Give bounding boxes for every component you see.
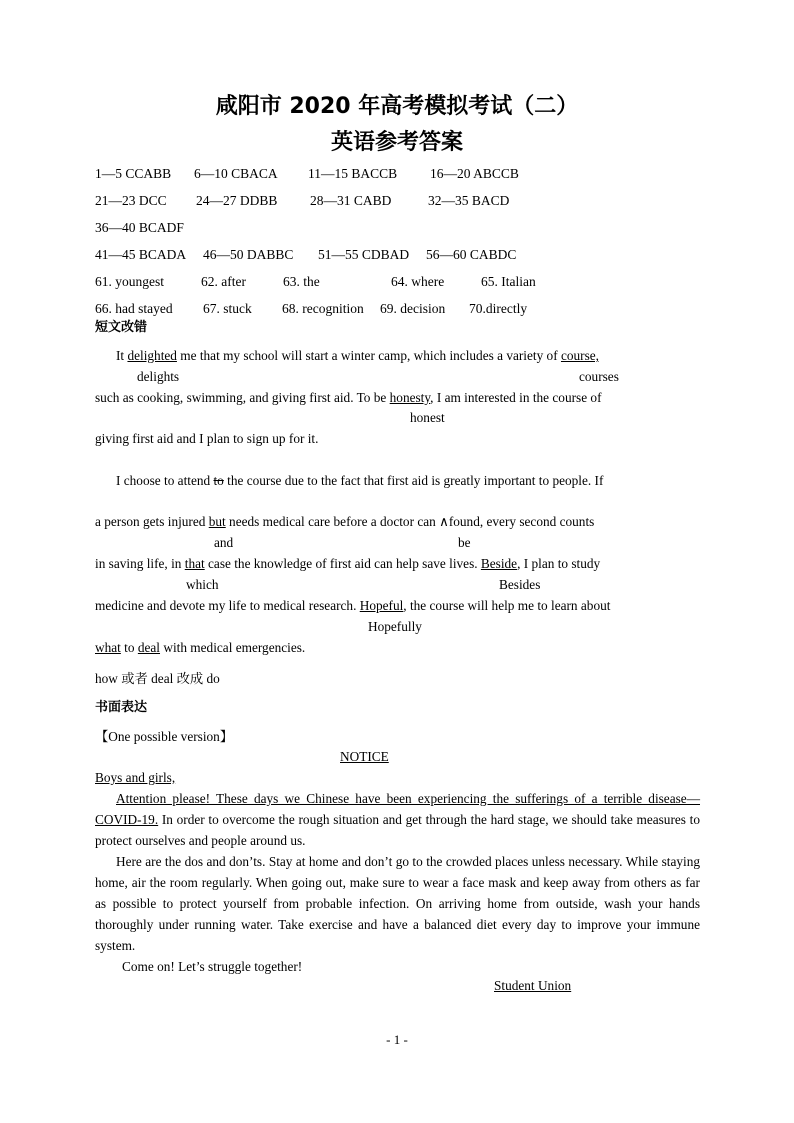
- page-number: - 1 -: [386, 1032, 408, 1047]
- answer-group: 28—31 CABD: [310, 193, 392, 208]
- answer-group: 69. decision: [380, 301, 446, 316]
- page-title: 咸阳市 2020 年高考模拟考试（二）: [215, 94, 579, 119]
- passage-line: medicine and devote my life to medical research. Hopeful, the course will help me to learn about: [95, 598, 611, 613]
- error-word: deal: [137, 640, 161, 655]
- error-word: Hopeful: [359, 598, 404, 613]
- answer-group: 64. where: [391, 274, 445, 289]
- passage-line: in saving life, in that case the knowledge of first aid can help save lives. Beside, I plan to study: [95, 556, 601, 571]
- notice-body: [95, 788, 700, 977]
- answer-group: 66. had stayed: [95, 301, 173, 316]
- deleted-word: to: [213, 473, 224, 488]
- notice-paragraph: Attention please! These days we Chinese have been experiencing the sufferings of a terrible disease—COVID-19. In order to overcome the rough situation and get through the hard stage, we should take measures to protect ourselves and people around us.: [95, 791, 700, 848]
- section-heading-writing: 书面表达: [95, 700, 148, 715]
- correction-word: Besides: [499, 577, 541, 592]
- passage-line: a person gets injured but needs medical care before a doctor can ∧found, every second counts: [95, 514, 595, 529]
- correction-note: how 或者 deal 改成 do: [95, 671, 220, 686]
- passage-line: giving first aid and I plan to sign up for it.: [95, 431, 319, 446]
- notice-paragraph: Here are the dos and don’ts. Stay at home and don’t go to the crowded places unless necessary. While staying home, air the room regularly. When going out, make sure to wear a face mask and keep away from others as far as possible to protect yourself from probable infection. On arriving home from outside, wash your hands thoroughly under running water. Take exercise and have a balanced diet every day to improve your immune system.: [95, 854, 700, 953]
- error-word: honesty: [389, 390, 431, 405]
- answer-group: 51—55 CDBAD: [318, 247, 410, 262]
- error-word: delighted: [127, 348, 177, 363]
- answer-group: 41—45 BCADA: [95, 247, 187, 262]
- notice-paragraph: Come on! Let’s struggle together!: [122, 959, 303, 974]
- answer-group: 32—35 BACD: [428, 193, 510, 208]
- answer-group: 67. stuck: [203, 301, 252, 316]
- error-word: but: [208, 514, 226, 529]
- version-label: 【One possible version】: [95, 729, 234, 744]
- answer-group: 70.directly: [469, 301, 528, 316]
- answer-group: 36—40 BCADF: [95, 220, 184, 235]
- correction-word: which: [186, 577, 219, 592]
- notice-greeting: Boys and girls,: [95, 770, 176, 785]
- error-word: Beside: [480, 556, 518, 571]
- correction-word: be: [458, 535, 471, 550]
- section-heading-error-correction: 短文改错: [95, 320, 148, 335]
- error-word: what: [95, 640, 121, 655]
- passage-line: such as cooking, swimming, and giving first aid. To be honesty, I am interested in the course of: [95, 390, 602, 405]
- passage-line: what to deal with medical emergencies.: [95, 640, 306, 655]
- correction-word: honest: [410, 410, 445, 425]
- page-subtitle: 英语参考答案: [330, 130, 463, 155]
- correction-word: and: [214, 535, 234, 550]
- answer-group: 63. the: [283, 274, 320, 289]
- answer-group: 11—15 BACCB: [308, 166, 398, 181]
- answer-group: 16—20 ABCCB: [430, 166, 519, 181]
- correction-word: Hopefully: [368, 619, 422, 634]
- notice-title: NOTICE: [340, 749, 389, 764]
- correction-word: courses: [579, 369, 619, 384]
- error-word: that: [184, 556, 205, 571]
- passage-line: I choose to attend to the course due to the fact that first aid is greatly important to people. If: [116, 473, 604, 488]
- answer-group: 62. after: [201, 274, 246, 289]
- answer-group: 24—27 DDBB: [196, 193, 278, 208]
- answer-group: 65. Italian: [481, 274, 536, 289]
- notice-signature: Student Union: [494, 978, 572, 993]
- answer-group: 6—10 CBACA: [194, 166, 278, 181]
- answer-group: 56—60 CABDC: [426, 247, 517, 262]
- correction-word: delights: [137, 369, 180, 384]
- error-word: course,: [560, 348, 599, 363]
- answer-group: 46—50 DABBC: [203, 247, 294, 262]
- answer-group: 21—23 DCC: [95, 193, 167, 208]
- passage-line: It delighted me that my school will start a winter camp, which includes a variety of course,: [116, 348, 599, 363]
- answer-group: 61. youngest: [95, 274, 164, 289]
- answer-group: 68. recognition: [282, 301, 364, 316]
- answer-group: 1—5 CCABB: [95, 166, 172, 181]
